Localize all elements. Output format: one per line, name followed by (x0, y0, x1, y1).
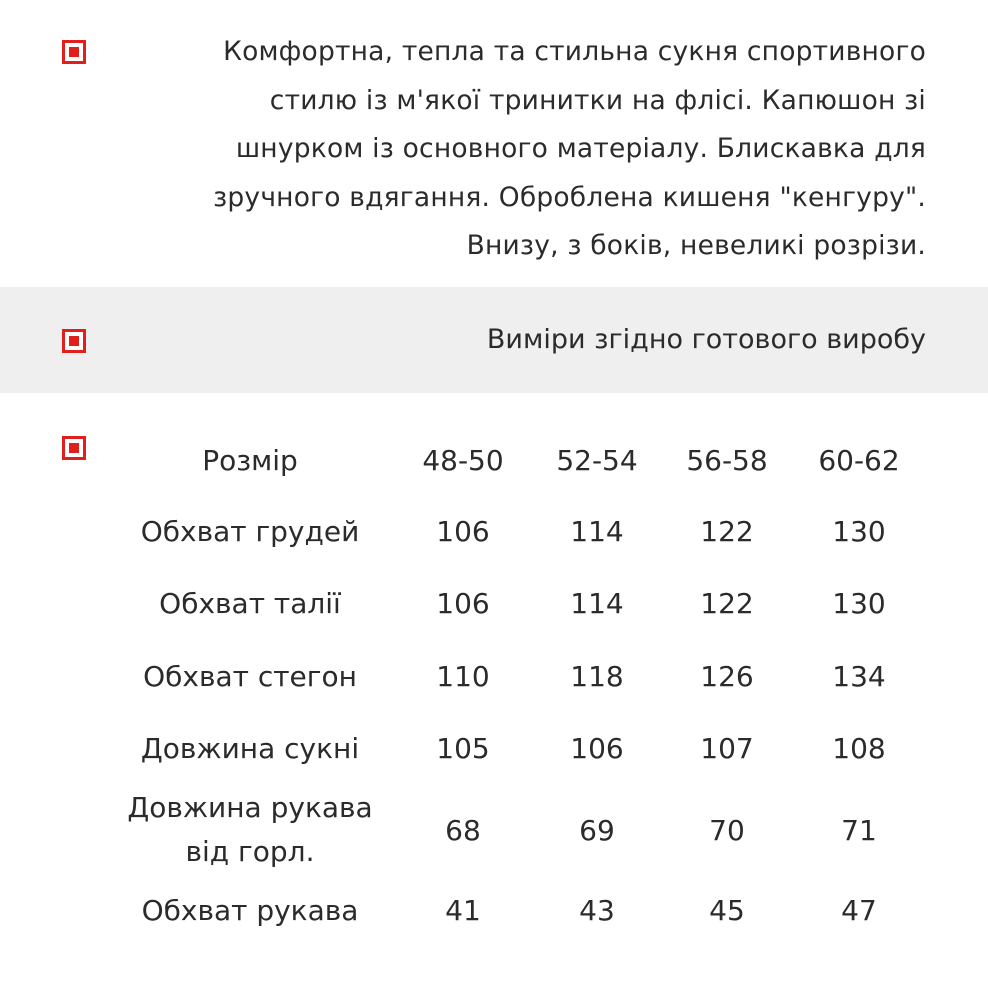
table-cell: 118 (570, 660, 624, 693)
table-cell: 43 (579, 894, 615, 927)
measurements-note: Виміри згідно готового виробу (486, 324, 926, 355)
table-cell: 114 (570, 587, 624, 620)
table-cell: 110 (436, 660, 490, 693)
description-line: Комфортна, тепла та стильна сукня спортивного (223, 36, 926, 67)
table-cell: 106 (436, 587, 490, 620)
table-cell: 122 (700, 515, 754, 548)
table-row-label (100, 786, 400, 874)
table-cell: 134 (832, 660, 886, 693)
description-line: Внизу, з боків, невеликі розрізи. (466, 230, 926, 261)
table-cell: 47 (841, 894, 877, 927)
table-cell: 106 (436, 515, 490, 548)
table-cell: 69 (579, 814, 615, 847)
table-cell: 122 (700, 587, 754, 620)
table-cell: 68 (445, 814, 481, 847)
table-header-cell: 52-54 (556, 444, 638, 477)
table-row-label: Обхват рукава (141, 894, 359, 927)
table-header-cell: 60-62 (818, 444, 900, 477)
table-cell: 71 (841, 814, 877, 847)
table-row-label: Довжина сукні (140, 732, 360, 765)
description-line: стилю із м'якої тринитки на флісі. Капюшон зі (269, 84, 926, 116)
table-cell: 106 (570, 732, 624, 765)
table-row-label: Обхват грудей (140, 515, 360, 548)
table-header-size: Розмір (202, 444, 298, 477)
description-line: шнурком із основного матеріалу. Блискавка для (235, 133, 926, 164)
table-header-cell: 48-50 (422, 444, 504, 477)
table-row-label: Обхват стегон (143, 660, 357, 693)
table-row-label-line: від горл. (185, 835, 315, 868)
table-cell: 108 (832, 732, 886, 765)
table-cell: 41 (445, 894, 481, 927)
table-cell: 105 (436, 732, 490, 765)
table-cell: 114 (570, 515, 624, 548)
description-line: зручного вдягання. Оброблена кишеня "кенгуру". (213, 181, 926, 213)
table-row-label: Обхват талії (159, 587, 341, 620)
table-cell: 126 (700, 660, 754, 693)
table-cell: 130 (832, 515, 886, 548)
table-cell: 130 (832, 587, 886, 620)
table-cell: 45 (709, 894, 745, 927)
table-header-cell: 56-58 (686, 444, 768, 477)
table-cell: 107 (700, 732, 754, 765)
table-cell: 70 (709, 814, 745, 847)
table-row-label-line: Довжина рукава (127, 791, 373, 824)
